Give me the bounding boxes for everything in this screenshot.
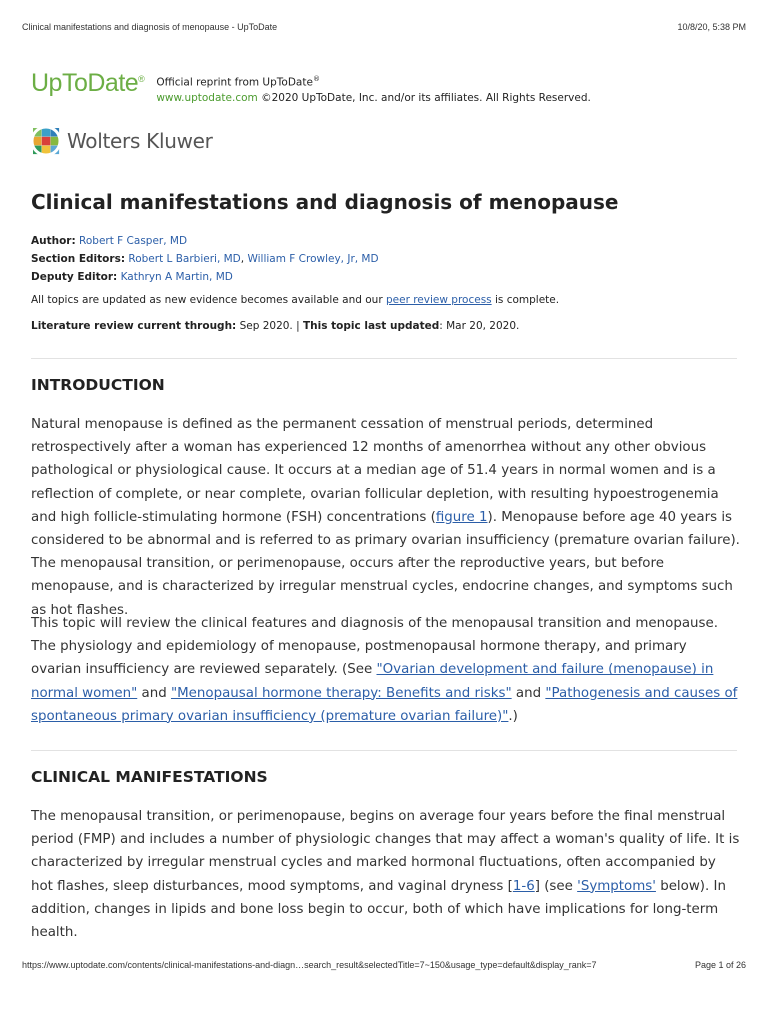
reprint-line: Official reprint from UpToDate® xyxy=(156,75,320,89)
print-header-datetime: 10/8/20, 5:38 PM xyxy=(677,22,746,32)
author-line xyxy=(31,232,379,250)
clinical-paragraph-1: The menopausal transition, or perimenopause, begins on average four years before the final menstrual period (FMP) and includes a number of physiologic changes that may affect a woman's quality of life. It is characterized by irregular menstrual cycles and marked hormonal fluctuations, often accompanied by hot flashes, sleep disturbances, mood symptoms, and vaginal dryness [1-6] (see 'Symptoms' below). In addition, changes in lipids and bone loss begin to occur, both of which have implications for long-term health. xyxy=(31,809,740,941)
section-editors-label: Section Editors: xyxy=(31,253,126,265)
last-updated-label: This topic last updated xyxy=(303,320,440,332)
print-footer-url: https://www.uptodate.com/contents/clinical-manifestations-and-diagn…search_result&selectedTitle=7~150&usage_type=default&display_rank=7 xyxy=(22,960,597,970)
introduction-heading: INTRODUCTION xyxy=(31,376,165,394)
print-header-title: Clinical manifestations and diagnosis of menopause - UpToDate xyxy=(22,22,278,32)
introduction-paragraph-2: This topic will review the clinical features and diagnosis of the menopausal transition and menopause. The physiology and epidemiology of menopause, postmenopausal hormone therapy, and primary ovarian insufficiency are reviewed separately. (See "Ovarian development and failure (menopause) in normal women" and "Menopausal hormone therapy: Benefits and risks" and "Pathogenesis and causes of spontaneous primary ovarian insufficiency (premature ovarian failure)".) xyxy=(31,616,738,724)
page-title: Clinical manifestations and diagnosis of menopause xyxy=(31,190,619,214)
deputy-editor-link[interactable]: Kathryn A Martin, MD xyxy=(120,271,233,283)
section-editors-line: Section Editors: Robert L Barbieri, MD, William F Crowley, Jr, MD xyxy=(31,253,379,265)
section-editor-link-1[interactable]: Robert L Barbieri, MD xyxy=(128,253,241,265)
update-note: All topics are updated as new evidence becomes available and our peer review process is complete. xyxy=(31,294,560,306)
symptoms-link[interactable]: 'Symptoms' xyxy=(577,878,656,894)
reprint-banner xyxy=(31,70,591,106)
print-footer xyxy=(22,960,746,970)
print-footer-page: Page 1 of 26 xyxy=(694,960,746,970)
introduction-paragraph-1: Natural menopause is defined as the permanent cessation of menstrual periods, determined retrospectively after a woman has experienced 12 months of amenorrhea without any other obvious pathological or physiological cause. It occurs at a median age of 51.4 years in normal women and is a reflection of complete, or near complete, ovarian follicular depletion, with resulting hypoestrogenemia and high follicle-stimulating hormone (FSH) concentrations (figure 1). Menopause before age 40 years is considered to be abnormal and is referred to as primary ovarian insufficiency (premature ovarian failure). The menopausal transition, or perimenopause, occurs after the reproductive years, but before menopause, and is characterized by irregular menstrual cycles, endocrine changes, and symptoms such as hot flashes. xyxy=(31,417,740,618)
reprint-copyright xyxy=(156,91,591,106)
deputy-editor-label: Deputy Editor: xyxy=(31,271,118,283)
author-link[interactable]: Robert F Casper, MD xyxy=(79,235,188,247)
review-dates: Literature review current through: Sep 2020. | This topic last updated: Mar 20, 2020. xyxy=(31,320,520,332)
ovarian-development-link[interactable]: "Ovarian development and failure (menopause) in normal women" xyxy=(31,662,714,701)
uptodate-logo[interactable]: UpToDate® xyxy=(31,69,145,97)
article-credits xyxy=(31,232,379,286)
figure-1-link[interactable]: figure 1 xyxy=(435,509,488,525)
reference-link[interactable]: 1-6 xyxy=(512,878,535,894)
uptodate-site-link[interactable]: www.uptodate.com xyxy=(156,91,258,104)
wolters-kluwer-globe-icon xyxy=(31,126,61,156)
clinical-manifestations-heading: CLINICAL MANIFESTATIONS xyxy=(31,768,268,786)
hormone-therapy-link[interactable]: "Menopausal hormone therapy: Benefits and risks" xyxy=(170,685,512,701)
print-header xyxy=(22,22,746,32)
author-label: Author: xyxy=(31,235,76,247)
section-editor-link-2[interactable]: William F Crowley, Jr, MD xyxy=(247,253,379,265)
peer-review-link[interactable]: peer review process xyxy=(385,294,492,306)
pathogenesis-link[interactable]: "Pathogenesis and causes of spontaneous primary ovarian insufficiency (premature ovarian failure)" xyxy=(31,685,738,724)
divider xyxy=(31,358,737,359)
deputy-editor-line xyxy=(31,268,379,286)
divider xyxy=(31,750,737,751)
lit-review-label: Literature review current through: xyxy=(31,320,237,332)
wolters-kluwer-logo xyxy=(31,126,213,156)
wolters-kluwer-name: Wolters Kluwer xyxy=(67,129,213,153)
copyright-text: ©2020 UpToDate, Inc. and/or its affiliates. All Rights Reserved. xyxy=(261,91,591,104)
